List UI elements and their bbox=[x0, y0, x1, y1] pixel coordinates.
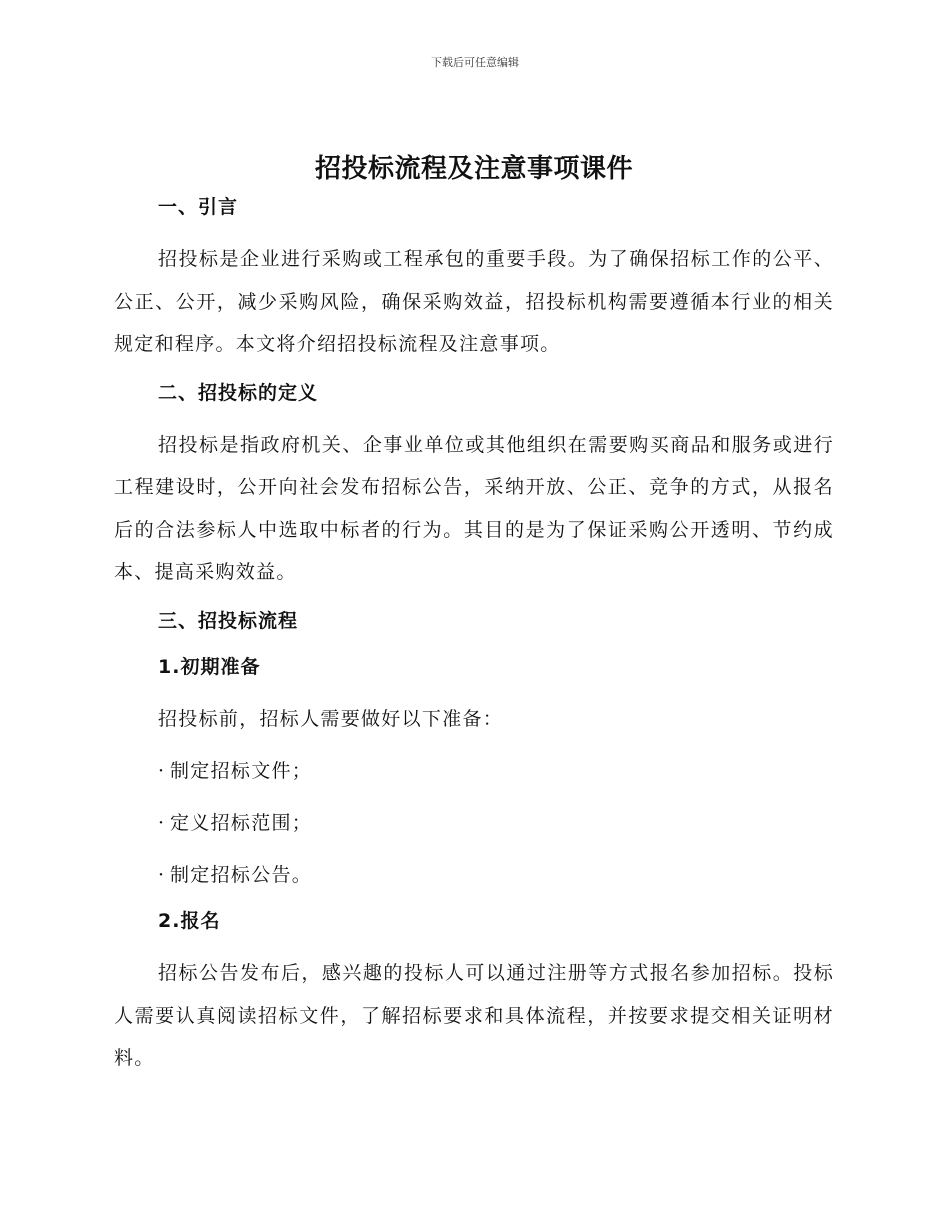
definition-paragraph: 招投标是指政府机关、企事业单位或其他组织在需要购买商品和服务或进行工程建设时，公开向社会发布招标公告，采纳开放、公正、竞争的方式，从报名后的合法参标人中选取中标者的行为。其目的是为了保证采购公开透明、节约成本、提高采购效益。 bbox=[114, 433, 834, 583]
list-item bbox=[114, 750, 834, 792]
document-title: 招投标流程及注意事项课件 bbox=[314, 154, 633, 184]
intro-paragraph: 招投标是企业进行采购或工程承包的重要手段。为了确保招标工作的公平、公正、公开，减少采购风险，确保采购效益，招投标机构需要遵循本行业的相关规定和程序。本文将介绍招投标流程及注意事项。 bbox=[114, 248, 834, 355]
bullet-icon: · bbox=[158, 760, 166, 782]
subheading-registration: 2.报名 bbox=[158, 910, 221, 932]
subheading-initial-preparation: 1.初期准备 bbox=[158, 655, 261, 678]
list-item bbox=[114, 854, 834, 896]
section-heading-intro: 一、引言 bbox=[158, 196, 239, 218]
list-item-text: 定义招标范围； bbox=[170, 812, 313, 834]
step2-paragraph: 招标公告发布后，感兴趣的投标人可以通过注册等方式报名参加招标。投标人需要认真阅读招标文件，了解招标要求和具体流程，并按要求提交相关证明材料。 bbox=[114, 962, 834, 1069]
step1-intro: 招投标前，招标人需要做好以下准备： bbox=[158, 707, 504, 730]
section-heading-definition: 二、招投标的定义 bbox=[158, 381, 319, 404]
bullet-icon: · bbox=[158, 812, 166, 834]
list-item bbox=[114, 802, 834, 844]
bullet-icon: · bbox=[158, 864, 166, 886]
page-header-note: 下载后可任意编辑 bbox=[431, 56, 519, 69]
document-body bbox=[114, 150, 834, 1092]
list-item-text: 制定招标公告。 bbox=[170, 864, 313, 886]
section-heading-process: 三、招投标流程 bbox=[158, 609, 299, 632]
list-item-text: 制定招标文件； bbox=[170, 760, 313, 782]
